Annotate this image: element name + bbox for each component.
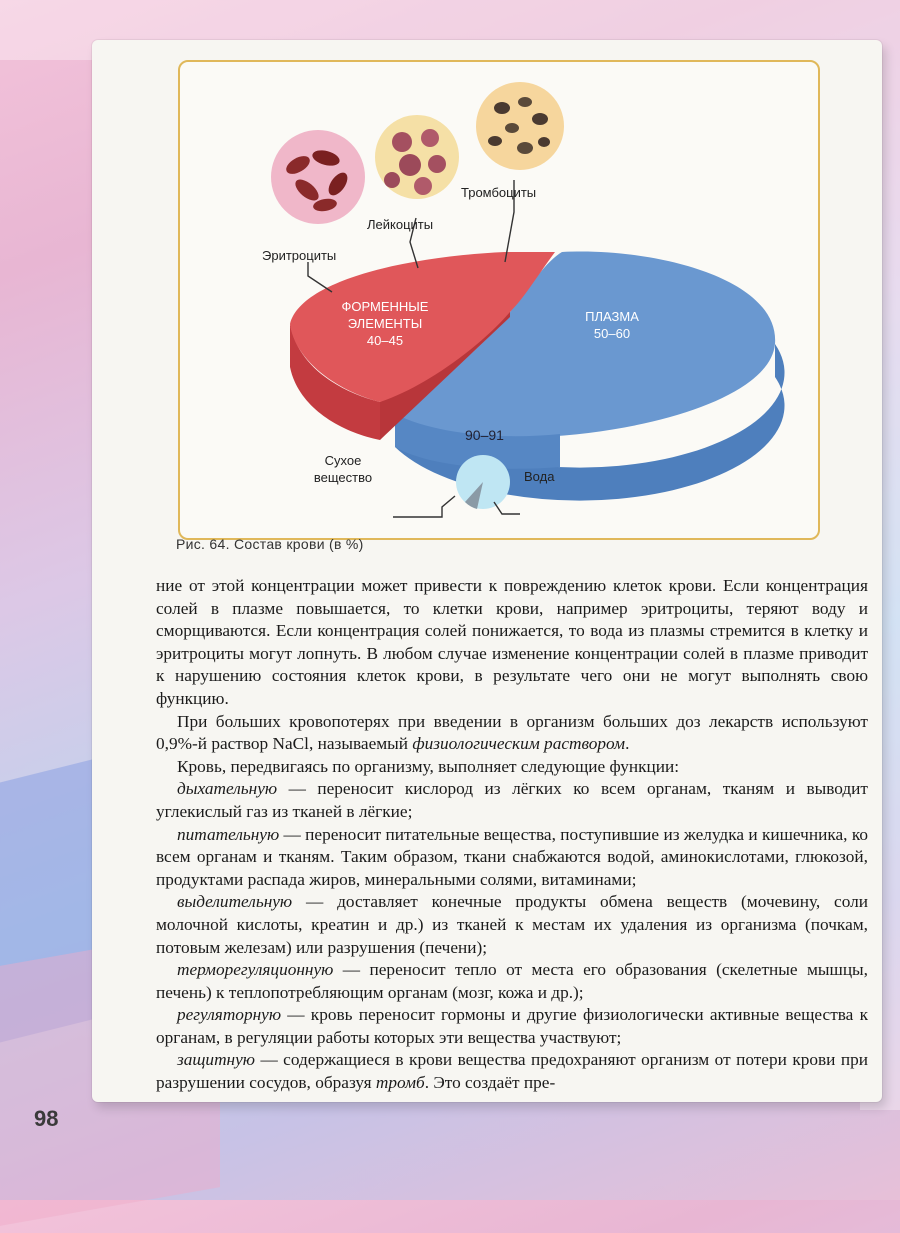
term-excretory: выделительную — [177, 892, 293, 912]
term-respiratory: дыхательную — [177, 779, 278, 799]
function-thermoregulatory — [156, 959, 868, 1004]
figure-frame — [178, 60, 820, 540]
erythrocytes-illustration — [271, 130, 365, 224]
term-nutritive: питательную — [177, 824, 280, 844]
term-regulatory: регуляторную — [177, 1005, 282, 1025]
formed-elements-value: 40–45 — [366, 333, 404, 348]
water-label: Вода — [524, 469, 555, 484]
dry-matter-label — [298, 452, 388, 486]
erythrocytes-label: Эритроциты — [262, 248, 337, 263]
textbook-page — [92, 40, 882, 1102]
paragraph-2 — [156, 711, 868, 756]
leukocytes-label: Лейкоциты — [367, 217, 434, 232]
plasma-label-text: ПЛАЗМА — [585, 309, 639, 324]
term-thermoregulatory: терморегуляционную — [177, 960, 334, 980]
function-protective — [156, 1049, 868, 1094]
function-excretory-text: — доставляет конечные продукты обмена веществ (мочевину, соли молочной кислоты, креатин и др.) из тканей к местам их удаления из организма (почкам, потовым железам) или разрушения (печени); — [156, 892, 868, 957]
function-regulatory — [156, 1004, 868, 1049]
formed-elements-label-line2: ЭЛЕМЕНТЫ — [347, 316, 423, 331]
function-nutritive — [156, 824, 868, 892]
plasma-value: 50–60 — [593, 326, 631, 341]
function-thermoregulatory-text: — переносит тепло от места его образования (скелетные мышцы, печень) к теплопотребляющим органам (мозг, кожа и др.); — [156, 960, 868, 1002]
blood-composition-chart — [180, 62, 818, 538]
function-regulatory-text: — кровь переносит гормоны и другие физиологически активные вещества к органам, в регуляции работы которых эти вещества участвуют; — [156, 1005, 868, 1047]
page-number: 98 — [34, 1106, 59, 1131]
figure-caption: Рис. 64. Состав крови (в %) — [176, 536, 364, 552]
function-protective-end: . Это создаёт пре- — [424, 1073, 556, 1093]
paragraph-1: ние от этой концентрации может привести к повреждению клеток крови. Если концентрация солей в плазме повышается, то клетки крови, например эритроциты, теряют воду и сморщиваются. Если концентрация солей понижается, то вода из плазмы стремится в клетку и эритроциты могут лопнуть. В любом случае изменение концентрации солей в плазме приводит к нарушению состояния клеток крови, в результате чего они не могут выполнять свою функцию. — [156, 576, 868, 708]
plasma-label — [572, 308, 652, 342]
paragraph-2-text: При больших кровопотерях при введении в организм больших доз лекарств используют 0,9%-й раствор NaCl, называемый — [156, 711, 868, 754]
function-nutritive-text: — переносит питательные вещества, поступившие из желудка и кишечника, ко всем органам и тканям. Таким образом, ткани снабжаются водой, аминокислотами, глюкозой, продуктами распада жиров, минеральными солями, витаминами; — [156, 824, 868, 889]
platelets-illustration — [476, 82, 564, 170]
paragraph-3: Кровь, передвигаясь по организму, выполняет следующие функции: — [177, 756, 680, 776]
body-text — [156, 575, 868, 1095]
water-circle — [456, 455, 510, 509]
formed-elements-label — [330, 298, 440, 349]
term-thrombus: тромб — [375, 1073, 425, 1093]
water-value: 90–91 — [465, 427, 504, 443]
function-respiratory-text: — переносит кислород из лёгких ко всем органам, тканям и выводит углекислый газ из тканей в лёгкие; — [156, 779, 868, 821]
term-physiological-solution: физиологическим раствором — [412, 734, 626, 754]
function-excretory — [156, 891, 868, 959]
platelets-label: Тромбоциты — [461, 185, 537, 200]
dry-matter-label-line2: вещество — [313, 470, 373, 485]
dry-matter-label-line1: Сухое — [324, 453, 362, 468]
leukocytes-illustration — [375, 115, 459, 199]
formed-elements-label-line1: ФОРМЕННЫЕ — [341, 299, 429, 314]
function-protective-text: — содержащиеся в крови вещества предохраняют организм от потери крови при разрушении сосудов, образуя — [156, 1050, 868, 1093]
term-protective: защитную — [177, 1050, 255, 1070]
function-respiratory — [156, 778, 868, 823]
paragraph-2-end: . — [625, 734, 630, 754]
